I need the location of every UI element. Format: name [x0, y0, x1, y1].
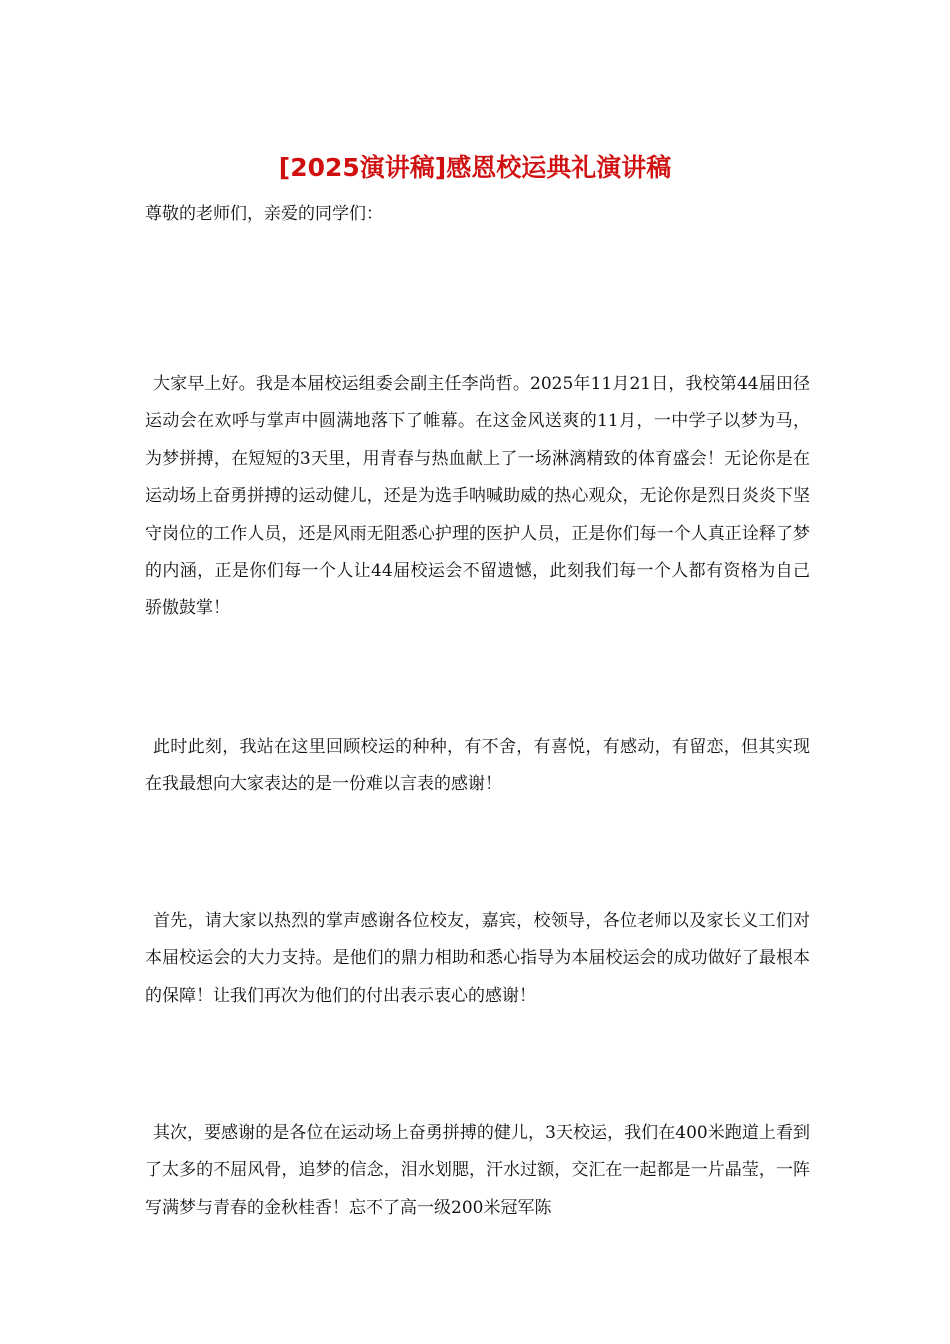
paragraph-greeting: 大家早上好。我是本届校运组委会副主任李尚哲。2025年11月21日，我校第44届田径运动会在欢呼与掌声中圆满地落下了帷幕。在这金风送爽的11月，一中学子以梦为马，为梦拼搏，在短短的3天里，用青春与热血献上了一场淋漓精致的体育盛会！无论你是在运动场上奋勇拼搏的运动健儿，还是为选手呐喊助威的热心观众，无论你是烈日炎炎下坚守岗位的工作人员，还是风雨无阻悉心护理的医护人员，正是你们每一个人真正诠释了梦的内涵，正是你们每一个人让44届校运会不留遗憾，此刻我们每一个人都有资格为自己骄傲鼓掌！: [145, 374, 810, 619]
paragraph-reflection: 此时此刻，我站在这里回顾校运的种种，有不舍，有喜悦，有感动，有留恋，但其实现在我最想向大家表达的是一份难以言表的感谢！: [145, 737, 810, 795]
paragraph-thanks-supporters: 首先，请大家以热烈的掌声感谢各位校友，嘉宾，校领导，各位老师以及家长义工们对本届校运会的大力支持。是他们的鼎力相助和悉心指导为本届校运会的成功做好了最根本的保障！让我们再次为他们的付出表示衷心的感谢！: [145, 911, 810, 1006]
document-title: [2025演讲稿]感恩校运典礼演讲稿: [278, 153, 672, 182]
salutation: 尊敬的老师们，亲爱的同学们：: [145, 204, 383, 224]
paragraph-thanks-athletes: 其次，要感谢的是各位在运动场上奋勇拼搏的健儿，3天校运，我们在400米跑道上看到了太多的不屈风骨，追梦的信念，泪水划腮，汗水过额，交汇在一起都是一片晶莹，一阵写满梦与青春的金秋桂香！忘不了高一级200米冠军陈: [145, 1123, 810, 1218]
